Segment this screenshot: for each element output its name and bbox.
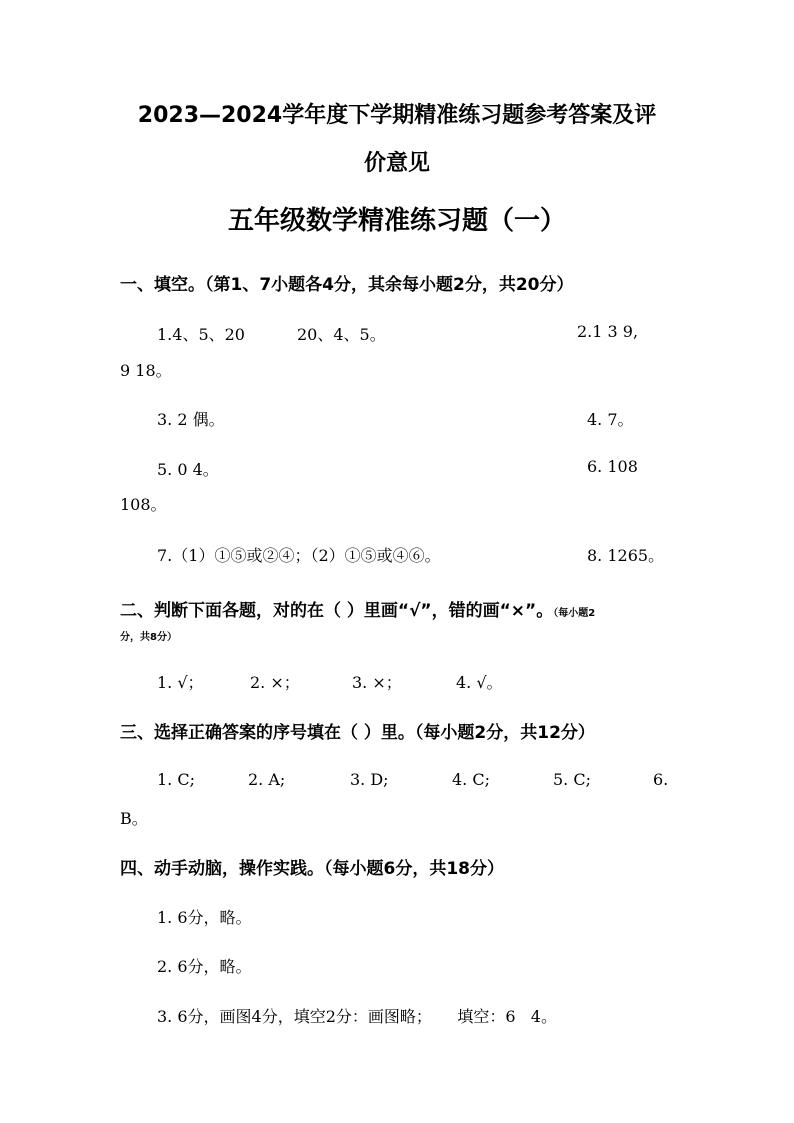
doc-title-line2: 价意见 bbox=[363, 151, 430, 176]
section2-heading bbox=[120, 596, 595, 621]
doc-subtitle: 五年级数学精准练习题（一） bbox=[227, 206, 566, 236]
section2-heading-small: （每小题2 bbox=[553, 608, 596, 619]
section3-answer-5: 5. C; bbox=[553, 770, 591, 789]
section3-answer-6-cont: B。 bbox=[120, 809, 148, 828]
section1-q2: 2.1 3 9, bbox=[577, 322, 639, 341]
section3-heading: 三、选择正确答案的序号填在（ ）里。（每小题2分，共12分） bbox=[120, 723, 595, 743]
section3-answer-4: 4. C; bbox=[452, 770, 490, 789]
section1-q4: 4. 7。 bbox=[587, 410, 634, 429]
section3-answer-1: 1. C; bbox=[157, 770, 195, 789]
section3-answer-2: 2. A; bbox=[248, 770, 286, 789]
section3-answer-6: 6. bbox=[653, 770, 669, 789]
section1-q7: 7.（1）①⑤或②④；（2）①⑤或④⑥。 bbox=[157, 546, 441, 565]
section2-heading-text: 二、判断下面各题，对的在（ ）里画“√”，错的画“×”。 bbox=[120, 601, 554, 621]
section2-answer-4: 4. √。 bbox=[456, 673, 503, 692]
section1-q5: 5. 0 4。 bbox=[157, 460, 219, 479]
section1-q6: 6. 108 bbox=[587, 457, 638, 476]
doc-title-line1: 2023—2024学年度下学期精准练习题参考答案及评 bbox=[137, 103, 657, 128]
section4-heading: 四、动手动脑，操作实践。（每小题6分，共18分） bbox=[120, 859, 504, 879]
section1-q1a: 1.4、5、20 bbox=[157, 325, 245, 344]
section2-heading-cont: 分，共8分） bbox=[120, 632, 177, 643]
section4-q3: 3. 6分，画图4分，填空2分：画图略； 填空：6 4。 bbox=[157, 1007, 557, 1026]
section2-answer-3: 3. ×； bbox=[352, 673, 402, 692]
section1-q3: 3. 2 偶。 bbox=[157, 410, 225, 429]
section4-q2: 2. 6分，略。 bbox=[157, 957, 252, 976]
section2-answer-1: 1. √； bbox=[157, 673, 204, 692]
section1-q8: 8. 1265。 bbox=[587, 546, 665, 565]
section1-q1b: 20、4、5。 bbox=[297, 325, 386, 344]
section1-heading: 一、填空。（第1、7小题各4分，其余每小题2分，共20分） bbox=[120, 275, 574, 295]
section1-q6-cont: 108。 bbox=[120, 495, 167, 514]
section1-q2-cont: 9 18。 bbox=[120, 361, 172, 380]
section2-answer-2: 2. ×； bbox=[250, 673, 300, 692]
section3-answer-3: 3. D; bbox=[350, 770, 389, 789]
section4-q1: 1. 6分，略。 bbox=[157, 908, 252, 927]
